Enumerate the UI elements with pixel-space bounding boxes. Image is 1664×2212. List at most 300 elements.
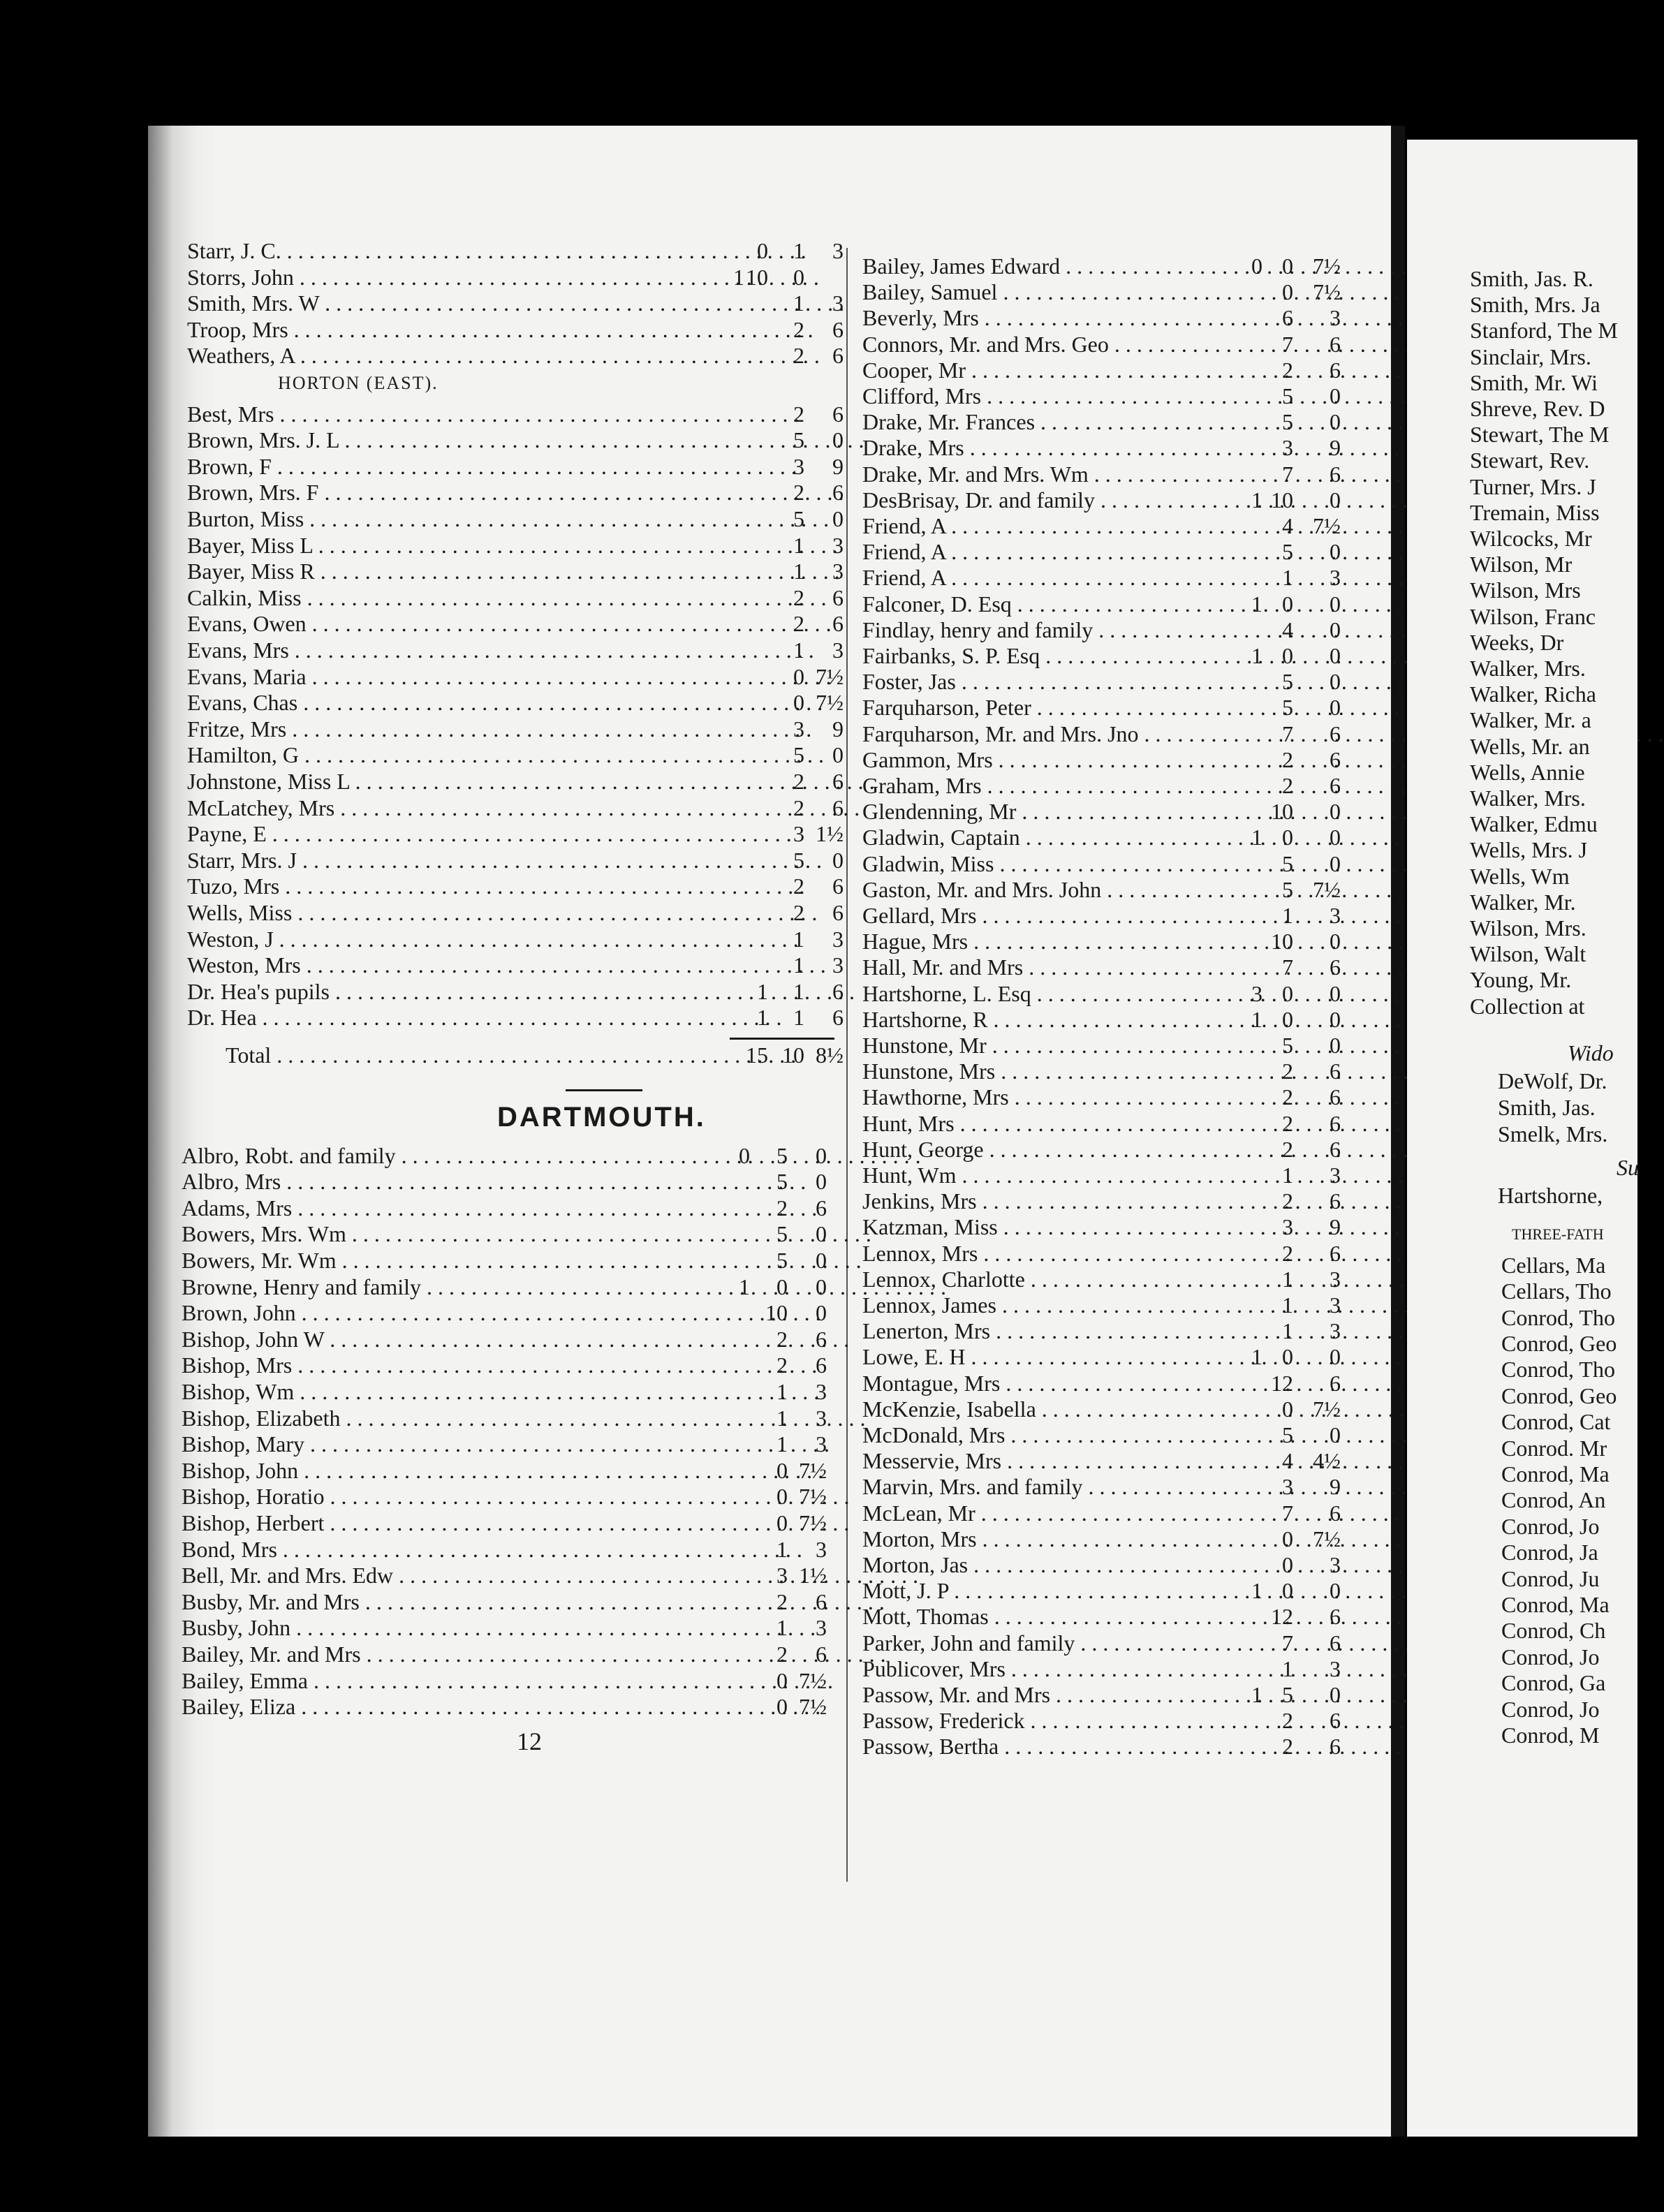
entry-name: Bailey, Emma . . . [182,1667,517,1694]
list-row [187,479,851,506]
list-row [862,564,1348,591]
amount-d: 0 [816,1300,827,1326]
right-page-entry: Weeks, Dr [1470,629,1564,655]
right-page-entry: Stewart, The M [1470,422,1610,448]
amount-c: 3 [776,1563,788,1588]
amount-d: 3 [816,1405,827,1431]
amount-d: 6 [832,584,844,610]
entry-name: Farquharson, Mr. and Mrs. Jno . . . [862,721,1225,747]
amount-c: 3 [793,716,804,742]
list-row [182,1588,834,1615]
entry-name: Bell, Mr. and Mrs. Edw . . . [182,1562,517,1588]
amount-c: 0 [1330,591,1341,617]
list-row [862,772,1348,799]
amount-c: 1 [776,1431,788,1457]
entry-name: Lennox, James . . . [862,1292,1225,1318]
amount-d: 3 [816,1536,827,1562]
heading-rule [566,1089,642,1091]
amount-c: 7½ [1313,253,1341,279]
right-page-entry: Conrod, Geo [1501,1382,1617,1408]
entry-name: Hunstone, Mr . . . [862,1032,1225,1059]
amount-b: 5 [1282,1422,1293,1447]
list-row [862,331,1348,357]
amount-c: 1 [793,559,804,584]
list-row [182,1326,834,1352]
entry-name: Weston, J . . . [187,926,550,952]
entry-name: Busby, John . . . [182,1614,517,1641]
entry-name: Evans, Owen . . . [187,610,550,637]
amount-d: 3 [832,926,844,952]
amount-c: 6 [1330,1370,1341,1396]
entry-name: Albro, Robt. and family . . . [182,1142,517,1169]
amount-c: 2 [793,900,804,925]
entry-name: Mott, J. P . . . [862,1577,1225,1604]
list-row [187,316,851,343]
right-page-entry: Wilson, Mrs [1470,577,1581,603]
entry-name: Hague, Mrs . . . [862,928,1225,954]
right-page-entry: Wells, Mrs. J [1470,837,1588,863]
entry-name: Payne, E . . . [187,820,550,847]
entry-name: Troop, Mrs . . . [187,316,536,343]
amount-d: 0 [832,506,844,531]
list-row [187,532,851,559]
amount-b: 7 [1282,1500,1293,1526]
list-row [187,506,851,532]
entry-name: Katzman, Miss . . . [862,1214,1225,1240]
list-row [187,610,851,637]
list-row [862,1733,1348,1760]
book-page-right [1407,140,1637,2137]
amount-d: 6 [832,873,844,899]
right-page-entry: Conrod, Cat [1501,1409,1611,1435]
amount-d: 6 [832,900,844,925]
amount-b: 0 [1282,253,1293,279]
amount-d: 6 [816,1326,827,1352]
amount-c: 6 [1330,461,1341,487]
right-page-entry: Conrod, Ga [1501,1670,1606,1696]
amount-c: 0 [1330,1682,1341,1707]
amount-b: 7 [1282,461,1293,487]
entry-name: Drake, Mr. and Mrs. Wm . . . [862,461,1225,487]
amount-c: 0 [1330,1344,1341,1370]
entry-name: Glendenning, Mr . . . [862,798,1225,825]
right-page-entry: Hartshorne, [1498,1182,1603,1208]
amount-c: 0 [1330,383,1341,408]
entry-name: Passow, Frederick . . . [862,1707,1225,1734]
entry-name: Bishop, Mrs . . . [182,1352,517,1378]
amount-c: 1 [793,1005,804,1031]
amount-c: 0 [793,690,804,716]
amount-d: 3 [816,1431,827,1457]
list-row [862,954,1348,980]
amount-b: 2 [1282,1708,1293,1734]
entry-name: Dr. Hea . . . [187,1004,550,1031]
list-row [187,689,851,716]
amount-c: 0 [1330,539,1341,565]
list-row [862,1630,1348,1656]
amount-d: 6 [832,343,844,369]
amount-b: 2 [1282,1240,1293,1266]
amount-c: 3 [1330,1552,1341,1577]
entry-name: Bishop, Mary . . . [182,1431,517,1457]
list-row [862,434,1348,461]
amount-c: 0 [1330,980,1341,1006]
amount-c: 4½ [1313,1448,1341,1474]
list-row [862,1681,1348,1708]
amount-a: 1 [1251,1006,1262,1032]
amount-c: 1 [776,1615,788,1641]
right-page-entry: Conrod, Jo [1501,1513,1600,1539]
amount-d: 0 [816,1274,827,1299]
entry-name: Beverly, Mrs . . . [862,304,1225,331]
list-row [862,694,1348,721]
amount-d: 3 [832,532,844,558]
entry-name: Johnstone, Miss L . . . [187,768,550,795]
entry-name: Weston, Mrs . . . [187,952,550,978]
list-row [182,1641,834,1667]
amount-c: 2 [793,480,804,506]
amount-d: 6 [832,769,844,794]
entry-name: Farquharson, Peter . . . [862,694,1225,721]
list-row [182,1378,834,1405]
right-page-entry: Wilson, Mrs. [1470,915,1586,941]
list-row [187,795,851,821]
amount-c: 1 [776,1536,788,1562]
entry-name: Bailey, Mr. and Mrs . . . [182,1641,517,1667]
entry-name: McKenzie, Isabella . . . [862,1396,1225,1422]
list-row [862,279,1348,305]
entry-name: Hunt, Wm . . . [862,1162,1225,1188]
right-page-entry: Smith, Mr. Wi [1470,369,1598,395]
amount-b: 5 [1282,876,1293,902]
amount-c: 0 [1330,850,1341,876]
amount-c: 6 [1330,954,1341,980]
list-row [862,928,1348,954]
amount-d: 7½ [799,1667,827,1693]
list-row [182,1247,834,1274]
list-row [862,1551,1348,1578]
amount-d: 3 [832,238,844,263]
amount-b: 0 [757,238,768,263]
entry-name: Bowers, Mrs. Wm . . . [182,1221,517,1247]
amount-b: 5 [1282,1033,1293,1058]
list-row [862,408,1348,435]
amount-b: 1 [1282,1656,1293,1681]
right-page-entry: Smith, Jas. [1498,1094,1596,1120]
amount-d: 6 [816,1195,827,1221]
amount-b: 1 [1282,903,1293,928]
amount-b: 0 [1282,1578,1293,1604]
list-row [182,1510,834,1536]
entry-name: Graham, Mrs . . . [862,772,1225,799]
list-row [862,1214,1348,1240]
amount-c: 3 [1330,565,1341,591]
amount-b: 2 [1282,1734,1293,1760]
amount-b: 0 [1282,1552,1293,1577]
amount-d: 0 [816,1169,827,1195]
total-d: 8½ [816,1042,844,1068]
right-page-entry: Stanford, The M [1470,318,1618,344]
amount-d: 9 [832,453,844,479]
total-b: 15 [746,1042,768,1068]
amount-c: 6 [1330,1604,1341,1630]
amount-c: 2 [793,316,804,342]
list-row [862,304,1348,331]
amount-b: 4 [1282,1448,1293,1474]
entry-name: Montague, Mrs . . . [862,1370,1225,1396]
list-row [862,1084,1348,1110]
right-page-entry: Wells, Wm [1470,863,1570,889]
entry-name: Gladwin, Miss . . . [862,850,1225,877]
right-page-heading-widow: Wido [1568,1040,1614,1066]
amount-c: 0 [1330,669,1341,695]
amount-c: 6 [1330,1708,1341,1734]
entry-name: Mott, Thomas . . . [862,1603,1225,1630]
amount-d: 0 [832,742,844,768]
entry-name: Evans, Chas . . . [187,689,550,716]
amount-c: 0 [1330,1422,1341,1447]
entry-name: Messervie, Mrs . . . [862,1447,1225,1474]
list-row [862,1370,1348,1396]
amount-c: 0 [793,264,804,290]
amount-d: 0 [816,1248,827,1273]
list-row [862,850,1348,877]
list-row [187,926,851,952]
amount-c: 10 [765,1300,788,1326]
list-row [182,1483,834,1510]
amount-c: 0 [1330,799,1341,825]
entry-name: Bayer, Miss L . . . [187,532,550,559]
right-page-entry: Conrod, Ch [1501,1618,1606,1644]
entry-name: Evans, Mrs . . . [187,637,550,663]
right-page-entry: Walker, Mrs. [1470,656,1586,681]
amount-c: 6 [1330,331,1341,357]
amount-b: 5 [1282,383,1293,408]
amount-d: 3 [832,559,844,584]
list-row [187,427,851,453]
list-row [862,1292,1348,1318]
entry-name: Lennox, Mrs . . . [862,1240,1225,1267]
amount-b: 10 [1271,929,1293,954]
amount-c: 3 [1330,1656,1341,1681]
right-page-entry: Tremain, Miss [1470,499,1600,525]
amount-d: 0 [832,427,844,453]
list-row [187,401,851,427]
entry-name: Bailey, Samuel . . . [862,279,1225,305]
list-row [187,264,851,290]
right-page-entry: Shreve, Rev. D [1470,396,1605,421]
amount-c: 6 [1330,357,1341,383]
right-page-entry: Walker, Richa [1470,681,1596,707]
amount-b: 0 [1282,643,1293,668]
entry-name: Bishop, Wm . . . [182,1378,517,1405]
list-row [182,1667,834,1694]
list-row [862,1343,1348,1370]
list-row [862,538,1348,565]
entry-name: Fritze, Mrs . . . [187,716,550,742]
right-page-heading-su: Su [1617,1154,1639,1180]
right-page-entry: Smelk, Mrs. [1498,1121,1608,1146]
list-row [862,642,1348,669]
right-page-entry: Walker, Mr. a [1470,707,1591,733]
amount-b: 3 [1282,1214,1293,1240]
amount-c: 0 [776,1457,788,1483]
amount-b: 4 [1282,617,1293,642]
amount-c: 2 [776,1326,788,1352]
entry-name: Publicover, Mrs . . . [862,1656,1225,1682]
amount-c: 6 [1330,1630,1341,1656]
amount-b: 1 [1282,1292,1293,1318]
entry-name: Friend, A . . . [862,513,1225,539]
list-row [187,820,851,847]
list-row [187,1004,851,1031]
amount-c: 1 [776,1405,788,1431]
list-row [187,847,851,873]
amount-d: 7½ [799,1484,827,1510]
amount-c: 3 [793,821,804,847]
amount-d: 3 [832,290,844,316]
list-row [187,290,851,316]
entry-name: Gaston, Mr. and Mrs. John . . . [862,876,1225,903]
amount-b: 7 [1282,1630,1293,1656]
amount-d: 6 [832,316,844,342]
entry-name: Hartshorne, R . . . [862,1006,1225,1033]
amount-b: 1 [1282,1266,1293,1292]
right-page-entry: Conrod, M [1501,1723,1600,1748]
amount-d: 3 [832,952,844,978]
list-row [862,617,1348,643]
list-row [182,1299,834,1326]
amount-b: 10 [746,264,768,290]
entry-name: Passow, Bertha . . . [862,1733,1225,1760]
amount-c: 2 [776,1588,788,1614]
list-row [862,591,1348,617]
amount-b: 0 [1282,591,1293,617]
right-page-entry: Conrod, Ja [1501,1540,1598,1565]
amount-c: 5 [776,1248,788,1273]
amount-b: 1 [757,1005,768,1031]
entry-name: Bishop, Herbert . . . [182,1510,517,1536]
list-row [182,1168,834,1195]
amount-c: 0 [1330,1578,1341,1604]
amount-d: 7½ [799,1510,827,1535]
amount-c: 0 [1330,695,1341,721]
list-row [862,1656,1348,1682]
entry-name: Bishop, John W . . . [182,1326,517,1352]
amount-c: 0 [1330,929,1341,954]
entry-name: Bayer, Miss R . . . [187,558,550,584]
amount-b: 1 [1282,565,1293,591]
amount-d: 7½ [816,690,844,716]
entry-name: Starr, Mrs. J . . . [187,847,550,873]
list-row [862,980,1348,1007]
entry-name: Brown, Mrs. F . . . [187,479,550,506]
amount-d: 6 [816,1588,827,1614]
amount-c: 3 [1330,1292,1341,1318]
amount-c: 0 [1330,617,1341,642]
right-page-entry: Smith, Mrs. Ja [1470,292,1600,318]
amount-b: 2 [1282,1188,1293,1214]
entry-name: Burton, Miss . . . [187,506,550,532]
page-number: 12 [517,1727,542,1755]
entry-name: Hall, Mr. and Mrs . . . [862,954,1225,980]
right-page-entry: Cellars, Tho [1501,1278,1612,1304]
amount-c: 3 [1330,305,1341,331]
list-row [862,824,1348,850]
amount-b: 6 [1282,305,1293,331]
amount-d: 3 [816,1379,827,1404]
entry-name: Hunt, Mrs . . . [862,1110,1225,1137]
list-row [187,742,851,768]
amount-c: 1 [793,238,804,263]
amount-c: 0 [1330,1006,1341,1032]
entry-name: Bowers, Mr. Wm . . . [182,1247,517,1274]
entry-name: Busby, Mr. and Mrs . . . [182,1588,517,1615]
amount-a: 1 [1251,487,1262,513]
amount-b: 1 [1282,1318,1293,1344]
entry-name: Calkin, Miss . . . [187,584,550,611]
entry-name: Connors, Mr. and Mrs. Geo . . . [862,331,1225,357]
list-row [862,1240,1348,1267]
amount-b: 12 [1271,1370,1293,1396]
amount-d: 0 [832,847,844,873]
amount-c: 6 [1330,1734,1341,1760]
list-row [182,1536,834,1563]
amount-c: 2 [793,611,804,637]
amount-a: 1 [1251,1578,1262,1604]
entry-name: Hartshorne, L. Esq . . . [862,980,1225,1007]
list-row [862,721,1348,747]
entry-name: Morton, Jas . . . [862,1551,1225,1578]
amount-c: 0 [1330,409,1341,435]
amount-b: 3 [1282,1474,1293,1500]
entry-name: Evans, Maria . . . [187,663,550,690]
entry-name: Best, Mrs . . . [187,401,550,427]
entry-name: Bishop, Horatio . . . [182,1483,517,1510]
entry-name: Browne, Henry and family . . . [182,1274,517,1300]
list-row [187,768,851,795]
list-row [862,1707,1348,1734]
amount-b: 1 [739,1274,750,1299]
amount-d: 9 [832,716,844,742]
amount-c: 7½ [1313,279,1341,305]
amount-d: 3 [816,1615,827,1641]
entry-name: Brown, John . . . [182,1299,517,1326]
amount-d: 6 [832,611,844,637]
amount-b: 0 [739,1142,750,1168]
amount-c: 2 [793,401,804,427]
amount-a: 1 [1251,1344,1262,1370]
amount-c: 2 [793,769,804,794]
entry-name: Falconer, D. Esq . . . [862,591,1225,617]
right-page-entry: Wells, Mr. an [1470,733,1590,759]
amount-d: 6 [832,480,844,506]
amount-c: 6 [1330,1188,1341,1214]
amount-c: 6 [1330,1500,1341,1526]
list-row [182,1142,834,1169]
entry-name: Smith, Mrs. W . . . [187,290,536,316]
right-page-entry: Conrod, Tho [1501,1304,1615,1330]
amount-a: 1 [1251,591,1262,617]
entry-name: Bailey, James Edward . . . [862,253,1225,279]
right-page-entry: Conrod, An [1501,1487,1606,1513]
list-row [182,1562,834,1588]
right-page-entry: Smith, Jas. R. [1470,266,1593,291]
amount-d: 6 [832,795,844,820]
amount-d: 6 [816,1352,827,1378]
amount-b: 0 [1282,279,1293,305]
total-row [226,1042,896,1068]
